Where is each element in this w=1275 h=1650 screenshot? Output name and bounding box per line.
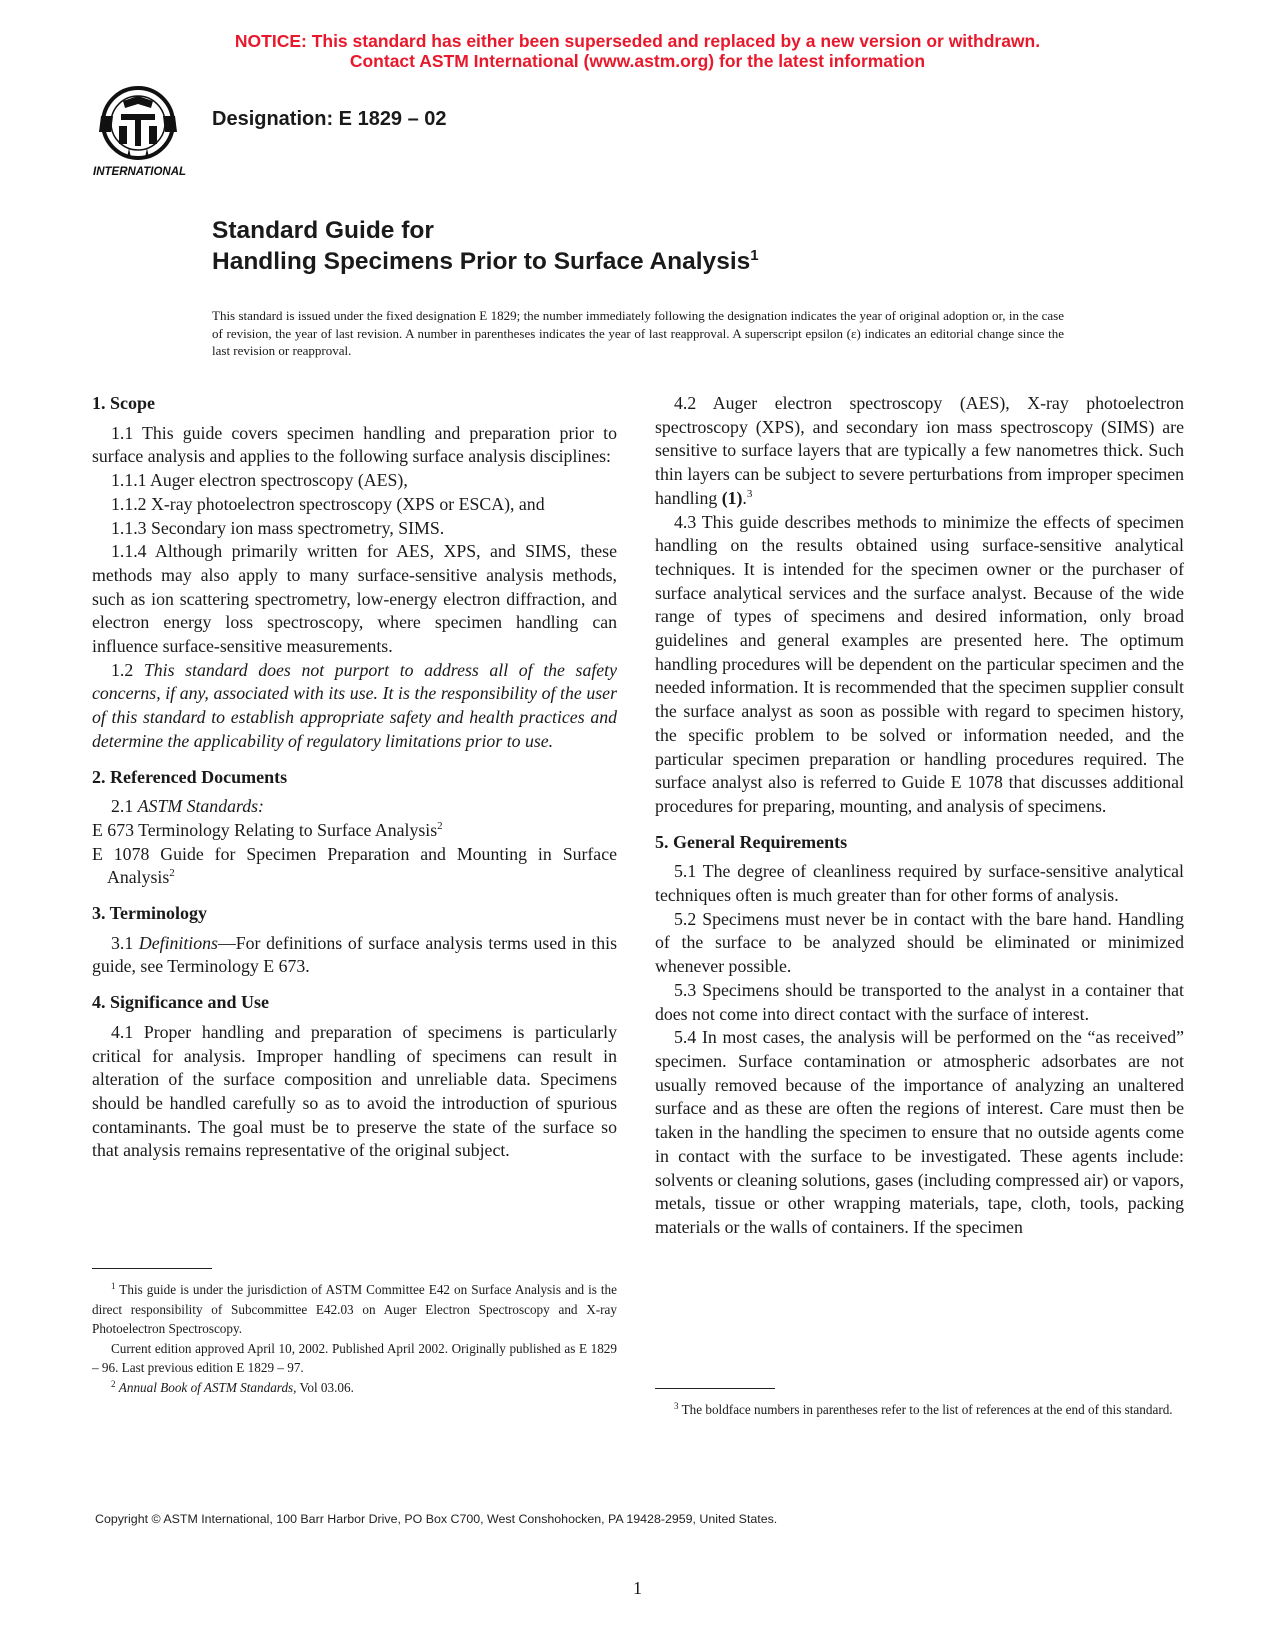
footnotes-left [92, 1280, 617, 1397]
title-footnote-ref: 1 [750, 247, 759, 264]
footnote-3 [655, 1400, 1184, 1420]
footnote-rule-left [92, 1268, 212, 1269]
para-1-1-2: 1.1.2 X-ray photoelectron spectroscopy (XPS or ESCA), and [111, 493, 545, 514]
section-heading-referenced-documents: 2. Referenced Documents [92, 766, 288, 787]
para-4-3: 4.3 This guide describes methods to minimize the effects of specimen handling on the results obtained using surface-sensitive analytical techniques. It is intended for the specimen owner or the purchaser of surface analytical services and the surface analyst. Because of the wide range of types of specimens and desired information, only broad guidelines and general examples are presented here. The optimum handling procedures will be dependent on the particular specimen and the needed information. It is recommended that the specimen supplier consult the surface analyst as soon as possible with regard to specimen history, the specific problem to be solved or information needed, and the particular specimen preparation or handling procedures required. The surface analyst also is referred to Guide E 1078 that discusses additional procedures for preparing, mounting, and analysis of specimens. [655, 511, 1184, 816]
footnote-2-marker: 2 [111, 1378, 116, 1389]
para-2-1-text: ASTM Standards: [137, 796, 264, 817]
para-4-2-sup: 3 [746, 487, 753, 500]
section-heading-general-requirements: 5. General Requirements [655, 831, 848, 852]
footnote-2-title: Annual Book of ASTM Standards [118, 1379, 294, 1395]
left-column [92, 392, 617, 1163]
para-3-1-term: Definitions [138, 932, 218, 953]
para-4-1: 4.1 Proper handling and preparation of specimens is particularly critical for analysis. Improper handling of specimens can result in alteration of the surface composition and unreliable data. Specimens should be handled carefully so as to avoid the introduction of spurious contaminants. The goal must be to preserve the state of the surface so that analysis remains representative of the original subject. [92, 1021, 617, 1161]
footnotes-right [655, 1400, 1184, 1420]
para-1-1-1: 1.1.1 Auger electron spectroscopy (AES), [111, 470, 408, 491]
title-line-2: Handling Specimens Prior to Surface Analysis [212, 248, 751, 275]
reference-e673 [92, 819, 617, 843]
para-1-2-number: 1.2 [111, 659, 134, 680]
section-heading-scope: 1. Scope [92, 393, 155, 413]
para-1-2-text: This standard does not purport to address all of the safety concerns, if any, associated with its use. It is the responsibility of the user of this standard to establish appropriate safety and health practices and determine the applicability of regulatory limitations prior to use. [92, 659, 617, 751]
right-column [655, 392, 1184, 1240]
document-title [212, 215, 1112, 277]
para-3-1-number: 3.1 [111, 932, 134, 953]
para-1-2 [92, 659, 617, 754]
para-4-2-period: . [742, 487, 747, 508]
reference-e1078-text: E 1078 Guide for Specimen Preparation and Mounting in Surface Analysis [92, 843, 617, 888]
footnote-1-edition: Current edition approved April 10, 2002. Published April 2002. Originally published as E 1829 – 96. Last previous edition E 1829 – 97. [92, 1340, 617, 1375]
para-5-1: 5.1 The degree of cleanliness required by surface-sensitive analytical techniques often is much greater than for other forms of analysis. [655, 861, 1184, 906]
para-4-2-citation: (1) [721, 487, 743, 508]
title-line-1: Standard Guide for [212, 217, 434, 244]
para-5-4: 5.4 In most cases, the analysis will be performed on the “as received” specimen. Surface contamination or atmospheric adsorbates are not usually removed because of the importance of analyzing an unaltered surface and as these are often the regions of interest. Care must then be taken in the handling the specimen to ensure that no outside agents come in contact with the surface to be investigated. These agents include: solvents or cleaning solutions, gases (including compressed air) or vapors, metals, tissue or other wrapping materials, tape, cloth, tools, packing materials or the walls of containers. If the specimen [655, 1027, 1184, 1237]
footnote-2-text: , Vol 03.06. [293, 1379, 354, 1395]
para-5-2: 5.2 Specimens must never be in contact with the bare hand. Handling of the surface to be analyzed should be eliminated or minimized whenever possible. [655, 908, 1184, 977]
para-5-3: 5.3 Specimens should be transported to the analyst in a container that does not come into direct contact with the surface of interest. [655, 979, 1184, 1024]
reference-e673-text: E 673 Terminology Relating to Surface Analysis [92, 819, 438, 840]
supersession-notice [0, 31, 1275, 71]
para-4-2 [655, 392, 1184, 511]
para-1-1-3: 1.1.3 Secondary ion mass spectrometry, SIMS. [111, 517, 445, 538]
footnote-rule-right [655, 1388, 775, 1389]
designation: Designation: E 1829 – 02 [212, 108, 447, 130]
footnote-3-text: The boldface numbers in parentheses refer to the list of references at the end of this standard. [681, 1402, 1173, 1417]
para-1-1: 1.1 This guide covers specimen handling and preparation prior to surface analysis and applies to the following surface analysis disciplines: [92, 422, 617, 467]
para-4-2-text: 4.2 Auger electron spectroscopy (AES), X-ray photoelectron spectroscopy (XPS), and secondary ion mass spectroscopy (SIMS) are sensitive to surface layers that are typically a few nanometres thick. Such thin layers can be subject to severe perturbations from improper specimen handling [655, 393, 1184, 508]
logo-wordmark: INTERNATIONAL [93, 166, 187, 178]
para-3-1-text: —For definitions of surface analysis terms used in this guide, see Terminology E 673. [92, 932, 617, 977]
footnote-1-marker: 1 [111, 1281, 116, 1291]
para-2-1 [92, 795, 617, 819]
footnote-1-text: This guide is under the jurisdiction of ASTM Committee E42 on Surface Analysis and is the direct responsibility of Subcommittee E42.03 on Auger Electron Spectroscopy and X-ray Photoelectron Spectroscopy. [92, 1282, 618, 1336]
issue-note: This standard is issued under the fixed designation E 1829; the number immediately following the designation indicates the year of original adoption or, in the case of revision, the year of last revision. A number in parentheses indicates the year of last reapproval. A superscript epsilon (ε) indicates an editorial change since the last revision or reapproval. [212, 308, 1064, 358]
notice-line-1: NOTICE: This standard has either been superseded and replaced by a new version or withdrawn. [234, 31, 1041, 51]
astm-logo-mark [93, 86, 203, 186]
para-2-1-number: 2.1 [111, 796, 134, 817]
reference-e1078-sup: 2 [169, 867, 175, 880]
reference-e1078 [92, 843, 617, 890]
astm-logo [93, 86, 203, 186]
para-1-1-4: 1.1.4 Although primarily written for AES, XPS, and SIMS, these methods may also apply to many surface-sensitive analysis methods, such as ion scattering spectrometry, low-energy electron diffraction, and electron energy loss spectroscopy, where specimen handling can influence surface-sensitive measurements. [92, 541, 617, 657]
section-heading-terminology: 3. Terminology [92, 903, 208, 924]
section-heading-significance: 4. Significance and Use [92, 992, 270, 1013]
para-3-1 [92, 932, 617, 979]
copyright-notice: Copyright © ASTM International, 100 Barr Harbor Drive, PO Box C700, West Conshohocken, PA 19428-2959, United States. [95, 1512, 778, 1526]
page-number: 1 [633, 1578, 642, 1598]
footnote-2 [92, 1378, 617, 1398]
footnote-3-marker: 3 [674, 1401, 679, 1411]
notice-line-2: Contact ASTM International (www.astm.org) for the latest information [349, 51, 926, 71]
footnote-1 [92, 1280, 617, 1339]
reference-e673-sup: 2 [437, 819, 443, 832]
